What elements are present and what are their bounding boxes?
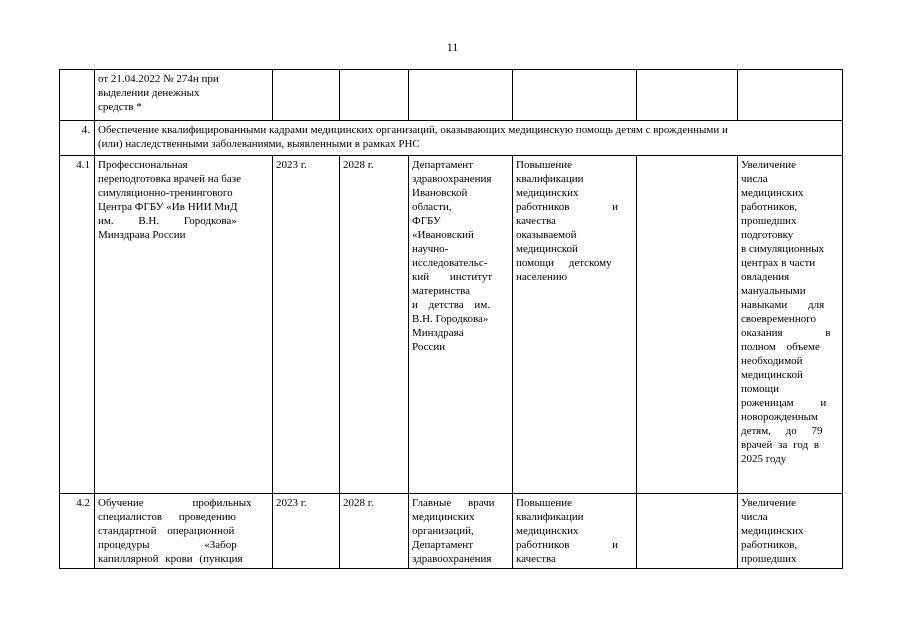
- expected-result: Повышение квалификации медицинских работников и качества: [513, 494, 637, 569]
- executor: Департамент здравоохранения Ивановской области, ФГБУ «Ивановский научно- исследовательс- кий институт материнства и детства им. В.Н. Городкова» Минздрава России: [409, 156, 513, 494]
- measures-table: [59, 69, 843, 569]
- indicator: Увеличение числа медицинских работников, прошедших подготовку в симуляционных центрах в части овладения мануальными навыками для своевременного оказания в полном объеме необходимой медицинской помощи роженицам и новорожденным детям, до 79 врачей за год в 2025 году: [738, 156, 843, 494]
- start-date: 2023 г.: [273, 494, 340, 569]
- page-number: 11: [446, 40, 459, 54]
- section-title: Обеспечение квалифицированными кадрами медицинских организаций, оказывающих медицинскую помощь детям с врожденными и (или) наследственными заболеваниями, выявленными в рамках РНС: [95, 121, 843, 156]
- table-row-continuation: [60, 70, 843, 121]
- section-number: 4.: [60, 121, 95, 156]
- row-number: 4.2: [60, 494, 95, 569]
- cell-name: от 21.04.2022 № 274н при выделении денежных средств *: [95, 70, 273, 121]
- measure-name: Профессиональная переподготовка врачей на базе симуляционно-тренингового Центра ФГБУ «Ив НИИ МиД им. В.Н. Городкова» Минздрава России: [95, 156, 273, 494]
- row-number: 4.1: [60, 156, 95, 494]
- start-date: 2023 г.: [273, 156, 340, 494]
- measure-name: Обучение профильных специалистов проведению стандартной операционной процедуры «Забор капиллярной крови (пункция: [95, 494, 273, 569]
- executor: Главные врачи медицинских организаций, Департамент здравоохранения: [409, 494, 513, 569]
- table-row-section: [60, 121, 843, 156]
- end-date: 2028 г.: [340, 494, 409, 569]
- table-row-4-2: [60, 494, 843, 569]
- end-date: 2028 г.: [340, 156, 409, 494]
- table-row-4-1: [60, 156, 843, 494]
- indicator: Увеличение числа медицинских работников, прошедших: [738, 494, 843, 569]
- cell-num: [60, 70, 95, 121]
- expected-result: Повышение квалификации медицинских работников и качества оказываемой медицинской помощи детскому населению: [513, 156, 637, 494]
